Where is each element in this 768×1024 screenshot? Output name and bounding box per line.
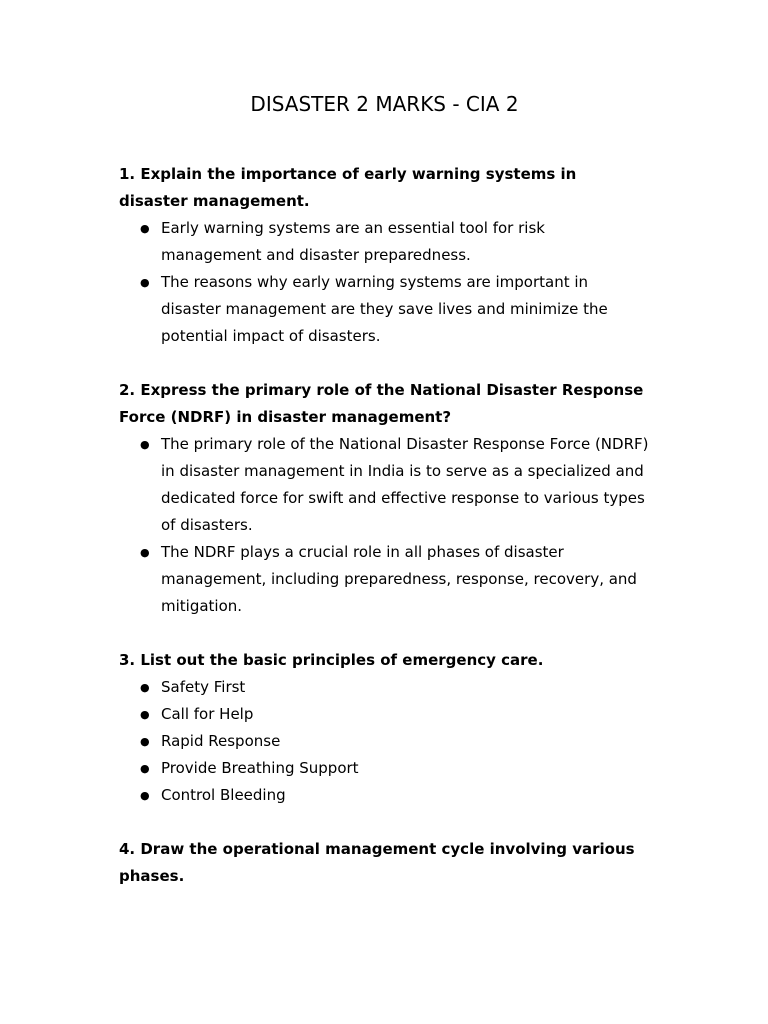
bullet-icon: ●: [140, 681, 150, 694]
answer-text: Provide Breathing Support: [161, 759, 359, 777]
question-2-heading: 2. Express the primary role of the National Disaster Response Force (NDRF) in disaster management?: [119, 381, 644, 426]
answer-text: Rapid Response: [161, 732, 281, 750]
answer-text: The NDRF plays a crucial role in all phases of disaster management, including preparedness, response, recovery, and mitigation.: [161, 543, 637, 615]
answer-text: The primary role of the National Disaster Response Force (NDRF) in disaster management in India is to serve as a specialized and dedicated force for swift and effective response to various types of disasters.: [161, 435, 649, 534]
document-title: DISASTER 2 MARKS - CIA 2: [250, 92, 519, 116]
list-item: [140, 539, 650, 620]
bullet-icon: ●: [140, 735, 150, 748]
answer-text: Call for Help: [161, 705, 254, 723]
list-item: [140, 701, 650, 728]
bullet-icon: ●: [140, 708, 150, 721]
answer-text: The reasons why early warning systems are important in disaster management are they save lives and minimize the potential impact of disasters.: [161, 273, 608, 345]
bullet-icon: ●: [140, 789, 150, 802]
answer-text: Control Bleeding: [161, 786, 286, 804]
list-item: [140, 215, 650, 269]
bullet-icon: ●: [140, 438, 150, 451]
question-1-heading: 1. Explain the importance of early warning systems in disaster management.: [119, 165, 577, 210]
bullet-icon: ●: [140, 276, 150, 289]
list-item: [140, 674, 650, 701]
list-item: [140, 755, 650, 782]
list-item: [140, 431, 650, 539]
list-item: [140, 269, 650, 350]
bullet-icon: ●: [140, 222, 150, 235]
answer-text: Early warning systems are an essential tool for risk management and disaster preparedness.: [161, 219, 545, 264]
question-2-answer-list: [119, 431, 650, 620]
bullet-icon: ●: [140, 762, 150, 775]
list-item: [140, 728, 650, 755]
list-item: [140, 782, 650, 809]
question-3-heading: 3. List out the basic principles of emergency care.: [119, 651, 544, 669]
question-4-heading: 4. Draw the operational management cycle involving various phases.: [119, 840, 635, 885]
question-3-answer-list: [119, 674, 650, 809]
answer-text: Safety First: [161, 678, 246, 696]
bullet-icon: ●: [140, 546, 150, 559]
question-1-answer-list: [119, 215, 650, 350]
